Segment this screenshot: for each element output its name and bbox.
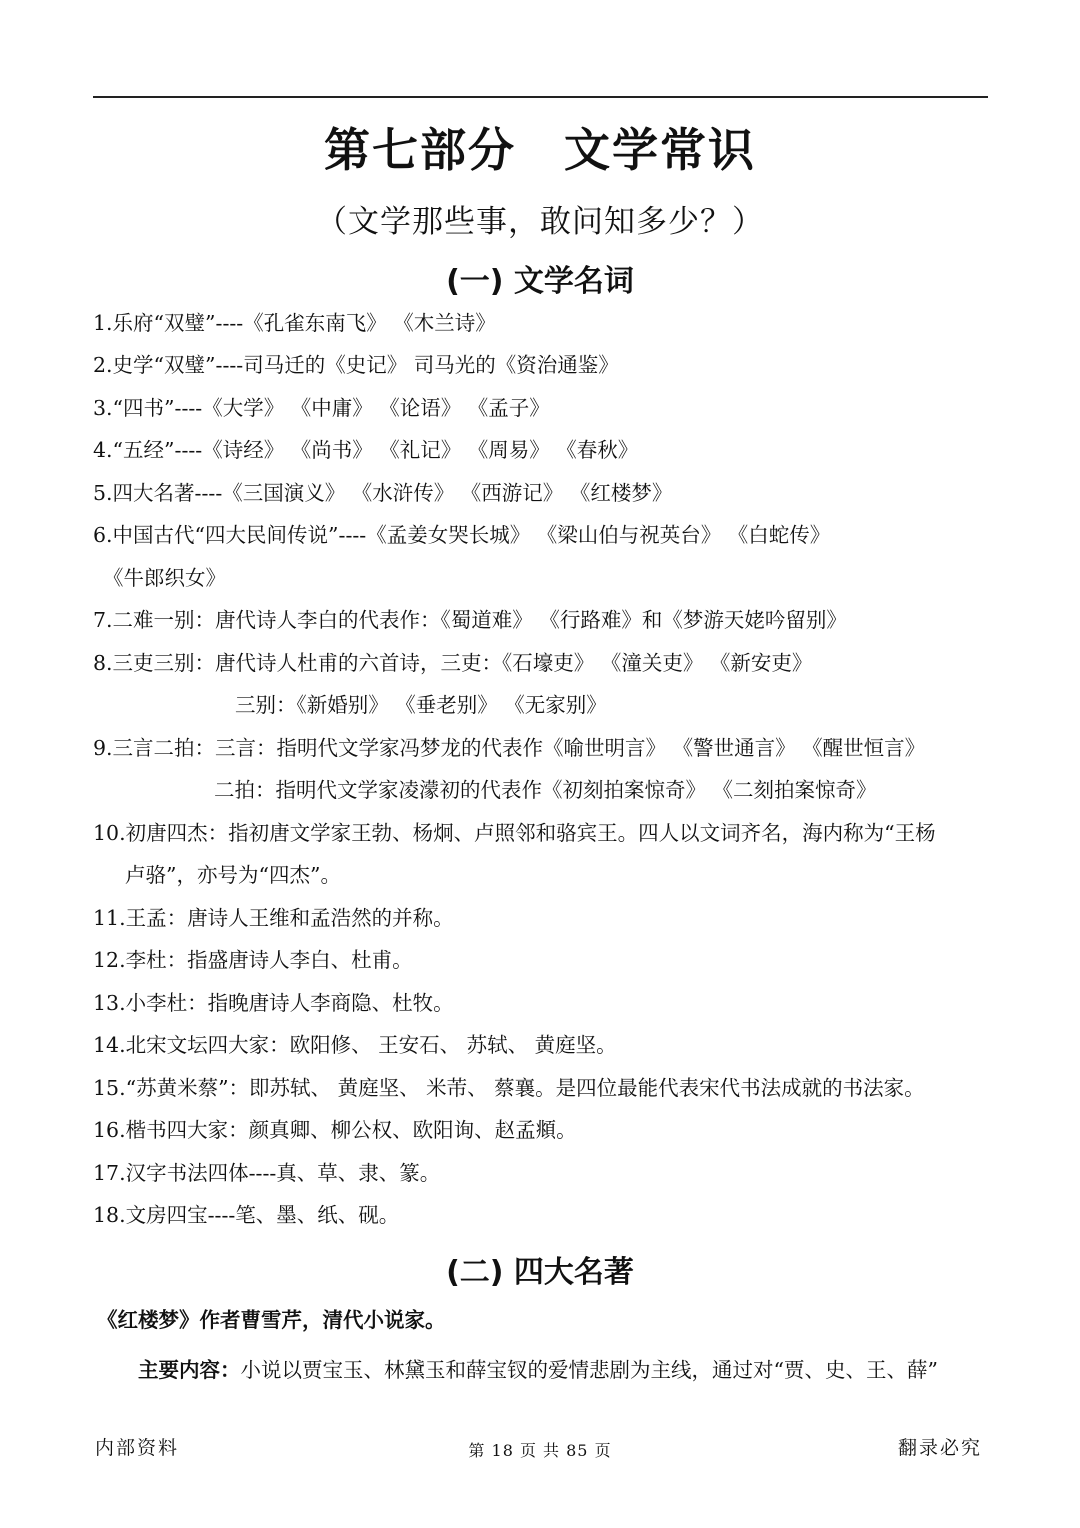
summary-text: 小说以贾宝玉、林黛玉和薛宝钗的爱情悲剧为主线，通过对“贾、史、王、薛” <box>240 1358 938 1382</box>
book-intro: 《红楼梦》作者曹雪芹，清代小说家。 <box>97 1308 446 1332</box>
list-item: 3.“四书”----《大学》 《中庸》 《论语》 《孟子》 <box>93 396 550 420</box>
list-item: 16.楷书四大家：颜真卿、柳公权、欧阳询、赵孟頫。 <box>93 1118 577 1142</box>
list-item: 10.初唐四杰：指初唐文学家王勃、杨炯、卢照邻和骆宾王。四人以文词齐名，海内称为“王杨 <box>93 821 936 845</box>
footer-copyright-label: 翻录必究 <box>898 1437 983 1459</box>
list-item: 12.李杜：指盛唐诗人李白、杜甫。 <box>93 948 413 972</box>
list-item: 15.“苏黄米蔡”：即苏轼、 黄庭坚、 米芾、 蔡襄。是四位最能代表宋代书法成就的书法家。 <box>93 1076 925 1100</box>
list-item: 7.二难一别：唐代诗人李白的代表作：《蜀道难》 《行路难》和《梦游天姥吟留别》 <box>93 608 847 632</box>
list-item: 6.中国古代“四大民间传说”----《孟姜女哭长城》 《梁山伯与祝英台》 《白蛇传》 <box>93 523 831 547</box>
list-item: 17.汉字书法四体----真、草、隶、篆。 <box>93 1161 441 1185</box>
page-subtitle: （文学那些事，敢问知多少？） <box>316 204 764 240</box>
page-title: 第七部分 文学常识 <box>324 123 756 177</box>
book-summary <box>138 1356 938 1384</box>
list-item-continuation: 《牛郎织女》 <box>103 566 226 590</box>
list-item-continuation: 二拍：指明代文学家凌濛初的代表作《初刻拍案惊奇》 《二刻拍案惊奇》 <box>214 778 877 802</box>
list-item: 9.三言二拍：三言：指明代文学家冯梦龙的代表作《喻世明言》 《警世通言》 《醒世恒言》 <box>93 736 926 760</box>
header-rule <box>93 96 988 98</box>
footer-internal-label: 内部资料 <box>95 1437 180 1459</box>
footer-page-number: 第 18 页 共 85 页 <box>468 1441 612 1460</box>
section-title-literary-terms: (一) 文学名词 <box>446 264 634 299</box>
list-item-continuation: 卢骆”，亦号为“四杰”。 <box>125 863 341 887</box>
list-item-continuation: 三别：《新婚别》 《垂老别》 《无家别》 <box>235 693 607 717</box>
list-item: 8.三吏三别：唐代诗人杜甫的六首诗，三吏：《石壕吏》 《潼关吏》 《新安吏》 <box>93 651 813 675</box>
list-item: 13.小李杜：指晚唐诗人李商隐、杜牧。 <box>93 991 454 1015</box>
section-title-four-classics: (二) 四大名著 <box>446 1255 634 1290</box>
list-item: 14.北宋文坛四大家：欧阳修、 王安石、 苏轼、 黄庭坚。 <box>93 1033 617 1057</box>
list-item: 4.“五经”----《诗经》 《尚书》 《礼记》 《周易》 《春秋》 <box>93 438 639 462</box>
list-item: 1.乐府“双璧”----《孔雀东南飞》 《木兰诗》 <box>93 311 496 335</box>
list-item: 2.史学“双璧”----司马迁的《史记》 司马光的《资治通鉴》 <box>93 353 619 377</box>
list-item: 5.四大名著----《三国演义》 《水浒传》 《西游记》 《红楼梦》 <box>93 481 673 505</box>
list-item: 11.王孟：唐诗人王维和孟浩然的并称。 <box>93 906 454 930</box>
summary-label: 主要内容： <box>138 1358 241 1382</box>
list-item: 18.文房四宝----笔、墨、纸、砚。 <box>93 1203 400 1227</box>
